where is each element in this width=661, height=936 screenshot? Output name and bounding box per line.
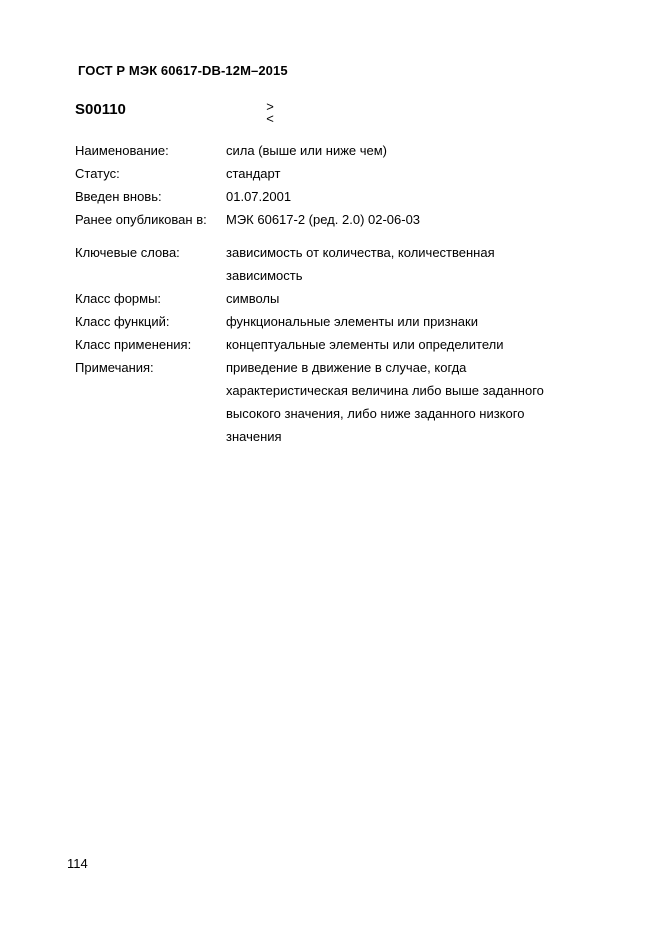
field-value-line: приведение в движение в случае, когда (226, 360, 467, 375)
field-label: Класс формы: (75, 291, 162, 306)
field-value (226, 208, 595, 231)
field-value-line: 01.07.2001 (226, 189, 292, 204)
field-value-line: зависимость (226, 268, 303, 283)
field-row-form-class (75, 287, 595, 310)
field-label: Класс функций: (75, 314, 170, 329)
field-label: Наименование: (75, 143, 169, 158)
field-label: Примечания: (75, 360, 154, 375)
field-value (226, 241, 595, 287)
field-value-line: МЭК 60617-2 (ред. 2.0) 02-06-03 (226, 212, 421, 227)
field-value-line: концептуальные элементы или определители (226, 337, 504, 352)
field-value-line: стандарт (226, 166, 281, 181)
field-row-notes (75, 356, 595, 448)
field-row-name (75, 139, 595, 162)
field-row-published (75, 208, 595, 231)
field-row-function-class (75, 310, 595, 333)
field-value (226, 333, 595, 356)
field-row-keywords (75, 241, 595, 287)
field-label: Класс применения: (75, 337, 192, 352)
field-value-line: высокого значения, либо ниже заданного низкого (226, 406, 525, 421)
field-value (226, 185, 595, 208)
field-row-status (75, 162, 595, 185)
field-label: Ранее опубликован в: (75, 212, 207, 227)
field-value-line: сила (выше или ниже чем) (226, 143, 388, 158)
field-value-line: зависимость от количества, количественная (226, 245, 495, 260)
symbol-graphic (262, 101, 278, 125)
document-header: ГОСТ Р МЭК 60617-DB-12M–2015 (78, 63, 288, 78)
greater-than-sign: > (266, 99, 274, 114)
field-row-application-class (75, 333, 595, 356)
field-value-line: характеристическая величина либо выше заданного (226, 383, 544, 398)
field-row-introduced (75, 185, 595, 208)
page-number: 114 (67, 856, 88, 871)
field-value-line: значения (226, 429, 282, 444)
field-label: Статус: (75, 166, 120, 181)
field-value (226, 356, 595, 448)
field-label: Введен вновь: (75, 189, 162, 204)
symbol-code: S00110 (75, 101, 126, 118)
field-value (226, 162, 595, 185)
field-value-line: символы (226, 291, 280, 306)
field-value (226, 310, 595, 333)
attribute-table (75, 139, 595, 448)
field-value-line: функциональные элементы или признаки (226, 314, 478, 329)
field-value (226, 139, 595, 162)
less-than-sign: < (266, 111, 274, 126)
field-value (226, 287, 595, 310)
field-label: Ключевые слова: (75, 245, 180, 260)
